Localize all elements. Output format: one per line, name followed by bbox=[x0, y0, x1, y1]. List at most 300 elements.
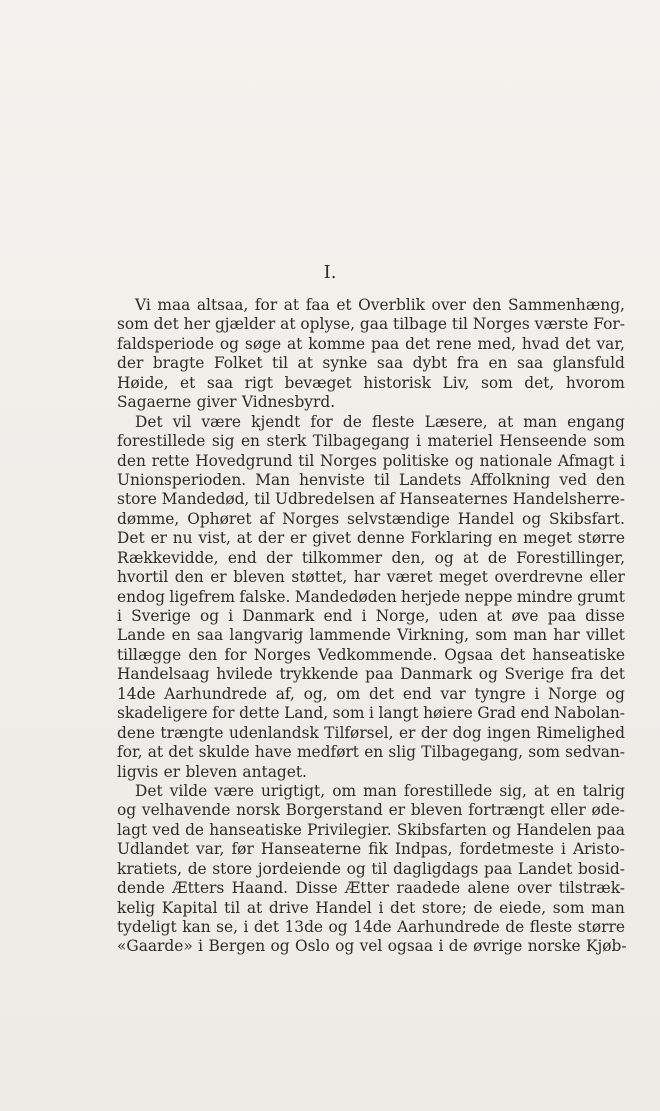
word: som bbox=[480, 373, 513, 392]
word: bevæget bbox=[284, 373, 352, 392]
word: fleste bbox=[529, 918, 573, 936]
word: til bbox=[254, 490, 271, 509]
word: i bbox=[117, 607, 122, 625]
word: bleven bbox=[410, 801, 463, 820]
word: for bbox=[212, 704, 235, 723]
word: Udlandet bbox=[117, 840, 189, 859]
word: Høide, bbox=[117, 373, 169, 392]
word: for bbox=[254, 296, 278, 314]
word: øde- bbox=[591, 801, 625, 820]
word: falske. bbox=[239, 587, 291, 606]
word: værste bbox=[534, 315, 589, 334]
word: Læsere, bbox=[424, 412, 488, 431]
word: medført bbox=[296, 743, 359, 762]
word: over bbox=[431, 296, 466, 314]
word: det bbox=[168, 743, 194, 762]
word: langvarig bbox=[229, 626, 304, 645]
word: paa bbox=[370, 334, 400, 353]
word: Virkning, bbox=[397, 626, 470, 645]
word: bosid- bbox=[577, 859, 625, 878]
word: villet bbox=[586, 626, 625, 645]
word: fortrængt bbox=[468, 801, 545, 820]
word: til bbox=[272, 354, 289, 373]
word: tyngre bbox=[474, 684, 526, 703]
word: maa bbox=[157, 296, 191, 314]
word: drive bbox=[268, 898, 309, 917]
word: Landets bbox=[398, 470, 462, 489]
word: slig bbox=[388, 743, 417, 762]
word: Norges bbox=[319, 451, 377, 470]
text-line bbox=[117, 413, 625, 432]
word: er bbox=[398, 723, 416, 742]
word: hvorom bbox=[565, 373, 625, 392]
text-line bbox=[117, 879, 625, 898]
word: det bbox=[390, 898, 416, 917]
word: paa bbox=[547, 607, 576, 625]
word: og bbox=[491, 820, 512, 839]
word: end bbox=[323, 607, 353, 625]
word: Handel bbox=[457, 509, 515, 528]
word: i bbox=[243, 918, 249, 936]
word: engang bbox=[567, 412, 625, 431]
word: dene bbox=[117, 723, 155, 742]
word: en bbox=[171, 626, 191, 645]
word: «Gaarde» bbox=[117, 937, 193, 956]
word: man bbox=[523, 412, 557, 431]
word: hvortil bbox=[117, 568, 169, 587]
word: større bbox=[577, 529, 625, 548]
word: Vidnesbyrd. bbox=[241, 393, 336, 412]
word: er bbox=[210, 568, 227, 587]
word: man bbox=[363, 781, 397, 800]
word: saa bbox=[206, 373, 234, 392]
word: mindre bbox=[516, 587, 573, 606]
word: Henseende bbox=[499, 432, 587, 451]
word: var, bbox=[196, 840, 225, 859]
word: det bbox=[405, 334, 431, 353]
word: i bbox=[438, 937, 444, 956]
word: er bbox=[163, 762, 181, 781]
word: dette bbox=[239, 704, 280, 723]
word: vilde bbox=[169, 781, 208, 800]
word: hanseatiske bbox=[209, 820, 302, 839]
word: om bbox=[332, 781, 357, 800]
word: Kapital bbox=[161, 898, 218, 917]
word: Rækkevidde, bbox=[117, 548, 219, 567]
word: fordetmeste bbox=[459, 840, 554, 859]
word: her bbox=[183, 315, 211, 334]
word: fra bbox=[456, 354, 479, 373]
word: Liv, bbox=[442, 373, 470, 392]
body-text bbox=[117, 296, 625, 957]
word: tilstræk- bbox=[558, 879, 625, 898]
word: at bbox=[147, 743, 164, 762]
word: Sverige bbox=[131, 607, 191, 625]
word: Vedkommende. bbox=[317, 645, 438, 664]
word: eller bbox=[550, 801, 586, 820]
word: end bbox=[227, 548, 257, 567]
word: den bbox=[472, 296, 502, 314]
word: kratiets, bbox=[117, 859, 183, 878]
word: rene bbox=[436, 334, 472, 353]
word: det, bbox=[524, 373, 555, 392]
word: givet bbox=[312, 529, 352, 548]
word: hvilede bbox=[216, 665, 273, 684]
word: at bbox=[486, 607, 503, 625]
word: Kjøb- bbox=[585, 937, 627, 956]
text-line bbox=[117, 588, 625, 607]
word: var bbox=[440, 684, 466, 703]
word: og bbox=[522, 509, 542, 528]
word: bleven bbox=[233, 568, 285, 587]
word: Haand. bbox=[231, 879, 289, 898]
word: søge bbox=[244, 334, 282, 353]
word: og bbox=[478, 665, 498, 684]
word: skulde bbox=[198, 743, 250, 762]
text-line bbox=[117, 374, 625, 393]
word: Norge bbox=[547, 684, 598, 703]
word: at bbox=[463, 548, 479, 567]
word: saa bbox=[376, 354, 404, 373]
word: at bbox=[297, 354, 313, 373]
word: ogsaa bbox=[387, 937, 434, 956]
word: Hanseaternes bbox=[399, 490, 508, 509]
word: Handelen bbox=[516, 820, 592, 839]
word: sig, bbox=[499, 781, 527, 800]
text-line bbox=[117, 918, 625, 937]
word: tilbage bbox=[393, 315, 448, 334]
word: og bbox=[199, 607, 220, 625]
word: og bbox=[605, 684, 625, 703]
word: et bbox=[336, 296, 352, 314]
word: ligefrem bbox=[169, 587, 235, 606]
word: bragte bbox=[152, 354, 205, 373]
word: og bbox=[454, 451, 474, 470]
word: lammende bbox=[309, 626, 391, 645]
word: ved bbox=[559, 470, 587, 489]
word: til bbox=[298, 451, 315, 470]
word: de bbox=[487, 548, 507, 567]
word: Skibsfarten bbox=[396, 820, 487, 839]
word: selvstændige bbox=[347, 509, 450, 528]
word: høiere bbox=[423, 704, 473, 723]
word: kan bbox=[182, 918, 211, 936]
word: det bbox=[500, 645, 526, 664]
word: Affolkning bbox=[470, 470, 551, 489]
word: uden bbox=[438, 607, 478, 625]
word: vil bbox=[172, 412, 192, 431]
word: Ætter bbox=[344, 879, 390, 898]
text-line bbox=[117, 607, 625, 626]
word: tydeligt bbox=[117, 918, 177, 936]
word: alene bbox=[467, 879, 510, 898]
word: Handelsaag bbox=[117, 665, 210, 684]
word: Tilbagegang bbox=[312, 432, 410, 451]
word: raadede bbox=[396, 879, 461, 898]
word: forestillede bbox=[117, 432, 206, 451]
text-line bbox=[117, 471, 625, 490]
word: Rimelighed bbox=[536, 723, 625, 742]
word: store bbox=[117, 490, 157, 509]
word: lagt bbox=[117, 820, 148, 839]
word: den bbox=[596, 470, 625, 489]
word: vist, bbox=[198, 529, 231, 548]
word: Sammenhæng, bbox=[507, 296, 625, 314]
word: Land, bbox=[284, 704, 329, 723]
word: har bbox=[353, 568, 381, 587]
word: Ophøret bbox=[187, 509, 252, 528]
word: og, bbox=[303, 684, 328, 703]
word: ligvis bbox=[117, 762, 159, 781]
word: talrig bbox=[582, 781, 625, 800]
word: Norges bbox=[282, 509, 340, 528]
word: Grad bbox=[477, 704, 516, 723]
word: af, bbox=[275, 684, 295, 703]
word: og bbox=[335, 937, 355, 956]
text-line bbox=[117, 432, 625, 451]
text-line bbox=[117, 335, 625, 354]
word: dagligdags bbox=[393, 859, 479, 878]
word: trykkende bbox=[279, 665, 359, 684]
word: fleste bbox=[371, 412, 415, 431]
word: Det bbox=[117, 529, 145, 548]
word: Landet bbox=[517, 859, 573, 878]
word: i bbox=[534, 684, 540, 703]
word: langt bbox=[378, 704, 419, 723]
word: Indpas, bbox=[394, 840, 453, 859]
word: Forklaring bbox=[410, 529, 493, 548]
word: bleven bbox=[185, 762, 238, 781]
word: faa bbox=[305, 296, 330, 314]
word: neppe bbox=[464, 587, 513, 606]
word: Aristo- bbox=[572, 840, 625, 859]
word: øve bbox=[511, 607, 539, 625]
word: Nabolan- bbox=[553, 704, 625, 723]
word: at bbox=[497, 412, 514, 431]
word: For- bbox=[593, 315, 625, 334]
word: end bbox=[402, 684, 432, 703]
word: antaget. bbox=[242, 762, 307, 781]
word: var, bbox=[596, 334, 625, 353]
word: 14de bbox=[353, 918, 392, 936]
text-line bbox=[117, 646, 625, 665]
word: Norge, bbox=[375, 607, 430, 625]
word: i bbox=[378, 898, 384, 917]
word: altsaa, bbox=[196, 296, 249, 314]
text-line bbox=[117, 568, 625, 587]
word: til bbox=[371, 859, 388, 878]
word: synke bbox=[322, 354, 368, 373]
word: nationale bbox=[479, 451, 553, 470]
word: Ætters bbox=[172, 879, 225, 898]
word: Privilegier. bbox=[306, 820, 392, 839]
word: for bbox=[224, 645, 247, 664]
word: og bbox=[270, 937, 290, 956]
word: der bbox=[257, 529, 285, 548]
word: Unionsperioden. bbox=[117, 470, 247, 489]
word: giver bbox=[196, 393, 237, 412]
word: er bbox=[290, 529, 307, 548]
word: til bbox=[451, 315, 468, 334]
word: sig bbox=[211, 432, 235, 451]
word: det bbox=[153, 315, 179, 334]
word: der bbox=[117, 354, 144, 373]
word: Overblik bbox=[358, 296, 425, 314]
text-line bbox=[117, 840, 625, 859]
word: øvrige bbox=[473, 937, 523, 956]
word: saa bbox=[516, 354, 544, 373]
word: været bbox=[386, 568, 433, 587]
word: Mandedøden bbox=[294, 587, 397, 606]
word: for, bbox=[117, 743, 143, 762]
word: vel bbox=[359, 937, 383, 956]
word: fra bbox=[570, 665, 594, 684]
word: 14de bbox=[117, 684, 156, 703]
word: eiede, bbox=[499, 898, 547, 917]
word: dende bbox=[117, 879, 165, 898]
word: rigt bbox=[244, 373, 273, 392]
text-line bbox=[117, 743, 625, 762]
word: gaa bbox=[359, 315, 389, 334]
word: hvad bbox=[521, 334, 560, 353]
word: Ogsaa bbox=[444, 645, 493, 664]
word: Borgerstand bbox=[285, 801, 383, 820]
word: norske bbox=[527, 937, 581, 956]
word: før bbox=[231, 840, 254, 859]
word: Forestillinger, bbox=[516, 548, 625, 567]
word: sedvan- bbox=[565, 743, 625, 762]
word: har bbox=[553, 626, 580, 645]
word: i bbox=[620, 451, 625, 470]
word: Folket bbox=[213, 354, 263, 373]
word: større bbox=[577, 918, 625, 936]
word: at bbox=[280, 315, 296, 334]
word: Tilførsel, bbox=[324, 723, 394, 742]
word: og bbox=[328, 918, 348, 936]
word: Aarhundrede bbox=[397, 918, 500, 936]
text-line bbox=[117, 296, 625, 315]
word: Norges bbox=[472, 315, 530, 334]
word: se, bbox=[216, 918, 238, 936]
word: og bbox=[117, 801, 137, 820]
word: Mandedød, bbox=[161, 490, 250, 509]
word: at bbox=[286, 334, 303, 353]
word: denne bbox=[356, 529, 405, 548]
word: dog bbox=[452, 723, 482, 742]
word: med, bbox=[477, 334, 516, 353]
word: politiske bbox=[382, 451, 450, 470]
word: er bbox=[388, 801, 406, 820]
word: være bbox=[214, 781, 254, 800]
word: forestillede bbox=[403, 781, 493, 800]
word: kjendt bbox=[251, 412, 301, 431]
word: Aarhundrede bbox=[164, 684, 267, 703]
word: kelig bbox=[117, 898, 156, 917]
word: paa bbox=[365, 665, 394, 684]
word: en bbox=[556, 781, 576, 800]
word: Tilbagegang, bbox=[421, 743, 523, 762]
word: eller bbox=[589, 568, 625, 587]
text-line bbox=[117, 452, 625, 471]
word: end bbox=[520, 704, 550, 723]
text-line bbox=[117, 354, 625, 373]
word: man bbox=[513, 626, 548, 645]
word: have bbox=[254, 743, 292, 762]
word: den, bbox=[391, 548, 426, 567]
word: store; bbox=[421, 898, 467, 917]
text-line bbox=[117, 860, 625, 879]
word: velhavende bbox=[141, 801, 231, 820]
word: og bbox=[219, 334, 240, 353]
word: til bbox=[373, 470, 390, 489]
word: Hovedgrund bbox=[195, 451, 293, 470]
word: i bbox=[228, 607, 234, 625]
word: og bbox=[434, 548, 454, 567]
word: at bbox=[534, 781, 550, 800]
word: Udbredelsen bbox=[275, 490, 375, 509]
word: de bbox=[505, 918, 525, 936]
word: herjede bbox=[401, 587, 461, 606]
word: materiel bbox=[427, 432, 493, 451]
word: Sagaerne bbox=[117, 393, 192, 412]
text-line bbox=[117, 665, 625, 684]
text-line bbox=[117, 393, 625, 412]
word: en bbox=[488, 354, 508, 373]
word: meget bbox=[523, 529, 572, 548]
word: glansfuld bbox=[552, 354, 625, 373]
word: hanseatiske bbox=[532, 645, 625, 664]
chapter-heading: I. bbox=[323, 262, 337, 283]
word: det bbox=[599, 665, 625, 684]
word: en bbox=[240, 432, 260, 451]
word: den bbox=[117, 451, 146, 470]
word: det bbox=[369, 684, 395, 703]
word: Handelsherre- bbox=[512, 490, 625, 509]
word: ingen bbox=[487, 723, 531, 742]
word: og bbox=[346, 859, 366, 878]
word: Afmagt bbox=[557, 451, 615, 470]
word: historisk bbox=[363, 373, 431, 392]
word: Vi bbox=[135, 296, 151, 314]
text-line bbox=[117, 899, 625, 918]
word: Disse bbox=[295, 879, 338, 898]
word: norsk bbox=[236, 801, 280, 820]
word: trængte bbox=[160, 723, 224, 742]
word: Norges bbox=[253, 645, 311, 664]
word: som bbox=[552, 898, 585, 917]
text-line bbox=[117, 529, 625, 548]
word: de bbox=[448, 937, 468, 956]
word: endog bbox=[117, 587, 165, 606]
text-line bbox=[117, 782, 625, 801]
word: den bbox=[174, 568, 204, 587]
text-line bbox=[117, 763, 625, 782]
word: som bbox=[475, 626, 508, 645]
word: nu bbox=[172, 529, 193, 548]
word: Sverige bbox=[504, 665, 565, 684]
word: paa bbox=[484, 859, 513, 878]
word: de bbox=[342, 412, 362, 431]
word: Danmark bbox=[400, 665, 472, 684]
word: dømme, bbox=[117, 509, 180, 528]
word: til bbox=[224, 898, 241, 917]
word: disse bbox=[585, 607, 625, 625]
word: dybt bbox=[412, 354, 448, 373]
text-line bbox=[117, 704, 625, 723]
word: i bbox=[198, 937, 204, 956]
word: udenlandsk bbox=[228, 723, 319, 742]
word: en bbox=[498, 529, 518, 548]
